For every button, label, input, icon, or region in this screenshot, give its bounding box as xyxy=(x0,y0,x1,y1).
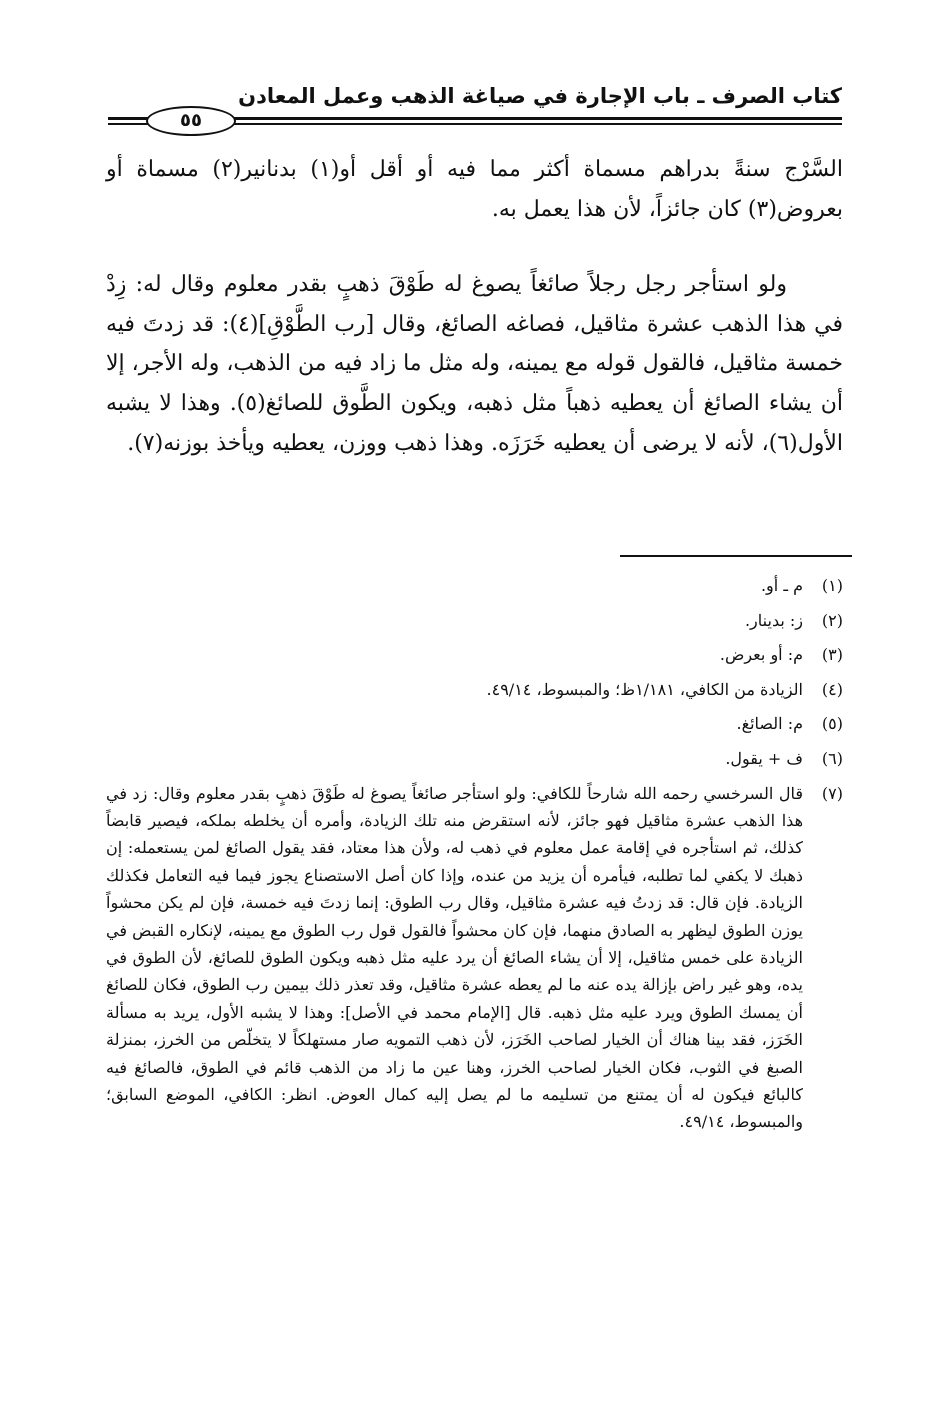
footnote xyxy=(106,569,843,604)
footnotes xyxy=(106,569,843,1136)
footnote-text: ز: بدينار. xyxy=(744,610,803,630)
running-head-title: كتاب الصرف ـ باب الإجارة في صياغة الذهب وعمل المعادن xyxy=(238,84,842,108)
footnote xyxy=(106,707,843,742)
footnote xyxy=(106,604,843,639)
footnote xyxy=(106,673,843,708)
footnote-number: (٧) xyxy=(821,783,843,803)
running-head xyxy=(108,84,842,131)
footnote-commentary xyxy=(106,777,843,1136)
footnote xyxy=(106,638,843,673)
paragraph-gap xyxy=(106,229,843,265)
footnote-text: ف + يقول. xyxy=(725,748,803,768)
footnote-text: قال السرخسي رحمه الله شارحاً للكافي: ولو استأجر صائغاً يصوغ له طَوْقَ ذهبٍ بقدر معلوم وقال: زد في هذا الذهب عشرة مثاقيل فهو جائز، لأنه استقرض منه تلك الزيادة، وأمره أن يخلطه بملكه، فيصير قابضاً كذلك، ثم استأجره في إقامة عمل معلوم في ذهب له، ولأن هذا معتاد، فقد يقول الصائغ لمن يستعمله: إن ذهبك لا يكفي لما تطلبه، فيأمره أن يزيد من عنده، وإذا كان أصل الاستصناع يجوز فيما فيه التعامل فكذلك الزيادة. فإن قال: قد زدتُ فيه عشرة مثاقيل، وقال رب الطوق: إنما زدتَ فيه خمسة، فإن لم يكن محشواً يوزن الطوق ليظهر به الصادق منهما، فإن كان محشواً فالقول قول رب الطوق مع يمينه، لإنكاره القبض في الزيادة على خمس مثاقيل، إلا أن يشاء الصائغ أن يرد عليه مثل ذهبه ويكون الطوق للصائغ، لأن الطوق في يده، وهو غير راض بإزالة يده عنه ما لم يعطه عشرة مثاقيل، وقد تعذر ذلك بيمين رب الطوق، فكان للصائغ أن يمسك الطوق ويرد عليه مثل ذهبه. قال [الإمام محمد في الأصل]: وهذا لا يشبه الأول، يريد به مسألة الخَرَز، فقد بينا هناك أن الخيار لصاحب الخَرَز، لأن ذهب التمويه صار مستهلكاً لا يتخلّص من الخرز، بمنزلة الصبغ في الثوب، فكان الخيار لصاحب الخرز، وهنا عين ما زاد من الذهب قائم في الطوق، فالصائغ فيه كالبائع فيكون له أن يمتنع من تسليمه ما لم يصل إليه كمال العوض. انظر: الكافي، الموضع السابق؛ والمبسوط، ٤٩/١٤. xyxy=(106,783,804,1132)
footnote-number: (٢) xyxy=(821,610,843,630)
footnote-text: م ـ أو. xyxy=(760,576,803,595)
footnote-number: (٥) xyxy=(821,714,843,734)
paragraph-goldsmith: ولو استأجر رجل رجلاً صائغاً يصوغ له طَوْقَ ذهبٍ بقدر معلوم وقال له: زِدْ في هذا الذهب عشرة مثاقيل، فصاغه الصائغ، وقال [رب الطَّوْقِ](٤): قد زدتَ فيه خمسة مثاقيل، فالقول قوله مع يمينه، وله مثل ما زاد فيه من الذهب، وله الأجر، إلا أن يشاء الصائغ أن يعطيه ذهباً مثل ذهبه، ويكون الطَّوق للصائغ(٥). وهذا لا يشبه الأول(٦)، لأنه لا يرضى أن يعطيه خَرَزَه. وهذا ذهب ووزن، يعطيه ويأخذ بوزنه(٧). xyxy=(106,272,843,456)
footnote-text: م: الصائغ. xyxy=(736,714,803,734)
footnote-number: (٦) xyxy=(821,748,843,768)
paragraph-continuation: السَّرْج سنةً بدراهم مسماة أكثر مما فيه أو أقل أو(١) بدنانير(٢) مسماة أو بعروض(٣) كان جائزاً، لأن هذا يعمل به. xyxy=(106,157,843,222)
footnote-separator xyxy=(620,555,852,557)
footnote-number: (٤) xyxy=(821,679,843,699)
footnote-number: (٣) xyxy=(821,645,843,665)
main-text xyxy=(106,150,843,463)
footnote xyxy=(106,742,843,777)
page-number: ٥٥ xyxy=(146,106,236,136)
footnote-text: م: أو بعرض. xyxy=(719,645,803,665)
footnote-text: الزيادة من الكافي، ١/١٨١ظ؛ والمبسوط، ٤٩/١٤. xyxy=(486,679,803,699)
footnote-number: (١) xyxy=(821,576,843,595)
